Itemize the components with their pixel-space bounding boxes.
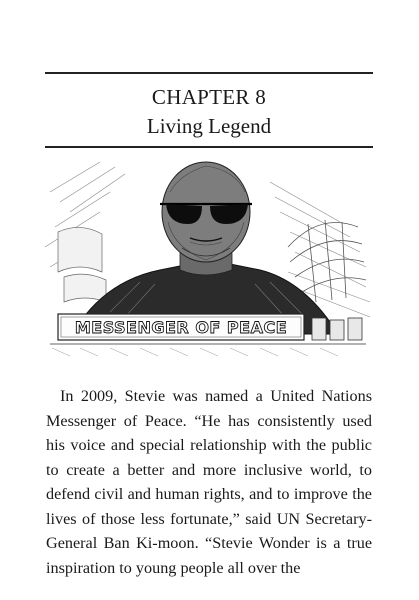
banner-text: MESSENGER OF PEACE bbox=[74, 318, 288, 337]
chapter-title: Living Legend bbox=[146, 114, 272, 138]
bottom-rule bbox=[45, 146, 373, 148]
top-rule bbox=[45, 72, 373, 74]
desk-objects bbox=[312, 318, 362, 340]
body-paragraph: In 2009, Stevie was named a United Nations Messenger of Peace. “He has consistently used his voice and special relationship with the public to create a better and more inclusive world, to defend civil and human rights, and to improve the lives of those less fortunate,” said UN Secretary-General Ban Ki-moon. “Stevie Wonder is a true inspiration to young people all over the bbox=[46, 387, 372, 577]
background-flags bbox=[58, 227, 106, 302]
chapter-number: CHAPTER 8 bbox=[151, 85, 267, 109]
stevie-wonder-illustration bbox=[40, 152, 376, 362]
